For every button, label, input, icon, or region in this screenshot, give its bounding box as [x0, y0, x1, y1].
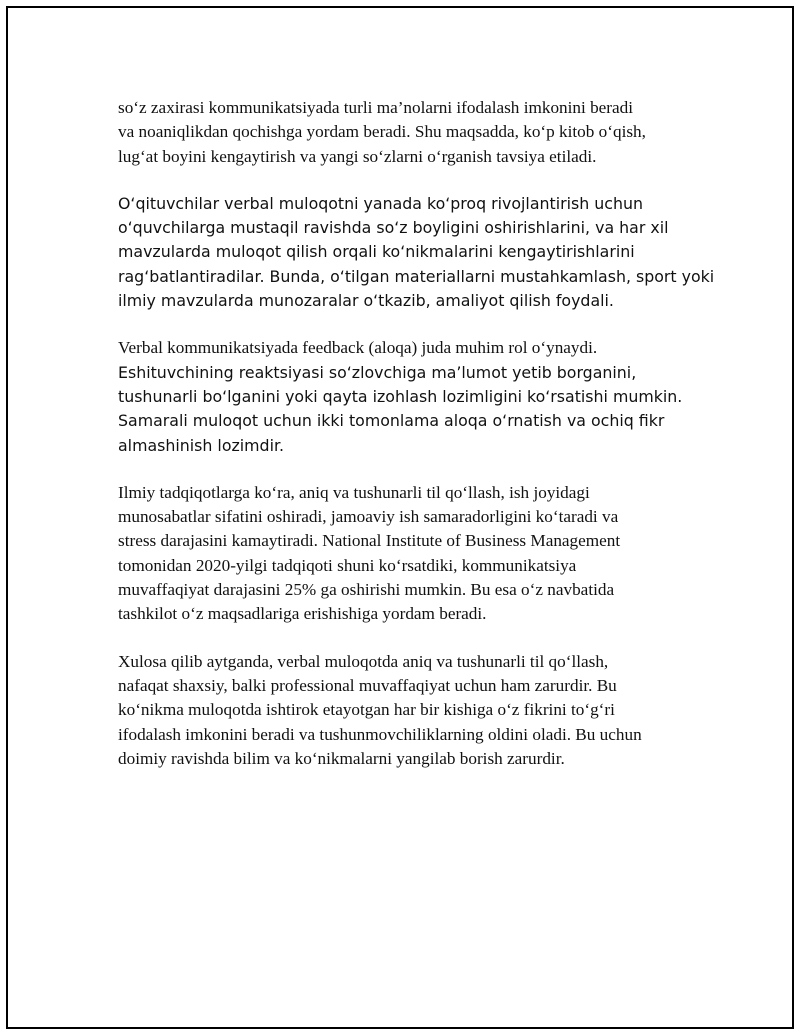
paragraph-research — [118, 481, 698, 627]
paragraph-conclusion — [118, 650, 698, 771]
text-line: rag‘batlantiradilar. Bunda, o‘tilgan materiallarni mustahkamlash, sport yoki — [118, 266, 715, 286]
text-line: tomonidan 2020-yilgi tadqiqoti shuni ko‘rsatdiki, kommunikatsiya — [118, 555, 577, 575]
text-line: stress darajasini kamaytiradi. National Institute of Business Management — [118, 531, 621, 551]
text-line: Eshituvchining reaktsiyasi so‘zlovchiga ma’lumot yetib borganini, — [118, 362, 637, 382]
text-line: munosabatlar sifatini oshiradi, jamoaviy ish samaradorligini ko‘taradi va — [118, 507, 619, 527]
text-line: va noaniqlikdan qochishga yordam beradi. Shu maqsadda, ko‘p kitob o‘qish, — [118, 122, 646, 142]
paragraph-vocabulary — [118, 96, 698, 169]
text-line: O‘qituvchilar verbal muloqotni yanada ko‘proq rivojlantirish uchun — [118, 193, 643, 213]
text-line: Verbal kommunikatsiyada feedback (aloqa) juda muhim rol o‘ynaydi. — [118, 338, 598, 358]
text-line: tashkilot o‘z maqsadlariga erishishiga yordam beradi. — [118, 604, 487, 624]
text-line: ifodalash imkonini beradi va tushunmovchiliklarning oldini oladi. Bu uchun — [118, 724, 642, 744]
text-line: o‘quvchilarga mustaqil ravishda so‘z boyligini oshirishlarini, va har xil — [118, 218, 669, 238]
document-body — [118, 96, 715, 794]
text-line: Samarali muloqot uchun ikki tomonlama aloqa o‘rnatish va ochiq fikr — [118, 411, 665, 431]
text-line: Xulosa qilib aytganda, verbal muloqotda aniq va tushunarli til qo‘llash, — [118, 651, 609, 671]
document-page — [6, 6, 794, 1029]
text-line: mavzularda muloqot qilish orqali ko‘nikmalarini kengaytirishlarini — [118, 242, 635, 262]
text-line: ilmiy mavzularda munozaralar o‘tkazib, amaliyot qilish foydali. — [118, 291, 614, 311]
text-line: almashinish lozimdir. — [118, 435, 285, 455]
text-line: nafaqat shaxsiy, balki professional muvaffaqiyat uchun ham zarurdir. Bu — [118, 675, 617, 695]
text-line: ko‘nikma muloqotda ishtirok etayotgan har bir kishiga o‘z fikrini to‘g‘ri — [118, 700, 615, 720]
text-line: so‘z zaxirasi kommunikatsiyada turli ma’nolarni ifodalash imkonini beradi — [118, 98, 634, 117]
text-line: tushunarli bo‘lganini yoki qayta izohlash lozimligini ko‘rsatishi mumkin. — [118, 386, 683, 406]
text-line: muvaffaqiyat darajasini 25% ga oshirishi mumkin. Bu esa o‘z navbatida — [118, 580, 615, 600]
text-line: Ilmiy tadqiqotlarga ko‘ra, aniq va tushunarli til qo‘llash, ish joyidagi — [118, 482, 590, 502]
paragraph-feedback — [118, 336, 698, 457]
paragraph-teachers — [118, 192, 715, 313]
text-line: lug‘at boyini kengaytirish va yangi so‘zlarni o‘rganish tavsiya etiladi. — [118, 146, 597, 166]
text-line: doimiy ravishda bilim va ko‘nikmalarni yangilab borish zarurdir. — [118, 748, 565, 768]
